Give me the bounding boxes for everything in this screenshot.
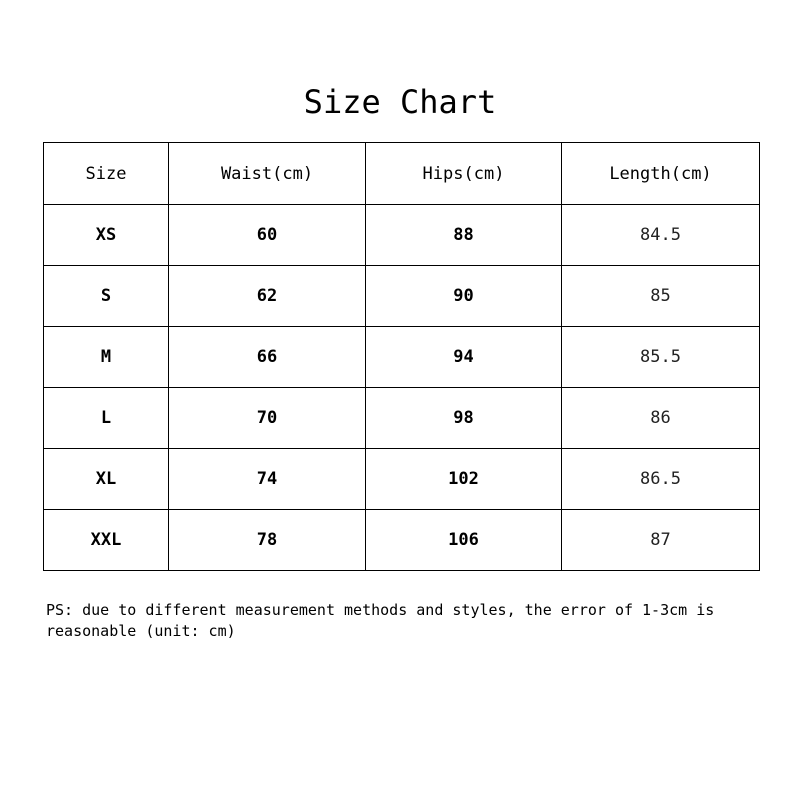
cell-size: L xyxy=(44,388,169,449)
table-row xyxy=(44,205,760,266)
table-row xyxy=(44,449,760,510)
cell-length: 85 xyxy=(562,266,760,327)
cell-hips: 94 xyxy=(366,327,562,388)
cell-waist: 74 xyxy=(169,449,366,510)
cell-waist: 70 xyxy=(169,388,366,449)
cell-waist: 78 xyxy=(169,510,366,571)
cell-size: XS xyxy=(44,205,169,266)
cell-waist: 66 xyxy=(169,327,366,388)
cell-hips: 106 xyxy=(366,510,562,571)
cell-hips: 88 xyxy=(366,205,562,266)
cell-size: S xyxy=(44,266,169,327)
cell-waist: 62 xyxy=(169,266,366,327)
header-length: Length(cm) xyxy=(562,143,760,205)
page-title: Size Chart xyxy=(303,83,497,121)
cell-hips: 90 xyxy=(366,266,562,327)
cell-length: 87 xyxy=(562,510,760,571)
cell-size: XL xyxy=(44,449,169,510)
header-hips: Hips(cm) xyxy=(366,143,562,205)
size-chart-table xyxy=(43,142,760,571)
cell-hips: 102 xyxy=(366,449,562,510)
cell-length: 86 xyxy=(562,388,760,449)
cell-size: XXL xyxy=(44,510,169,571)
cell-size: M xyxy=(44,327,169,388)
table-header-row xyxy=(44,143,760,205)
table-row xyxy=(44,510,760,571)
table-row xyxy=(44,266,760,327)
cell-length: 84.5 xyxy=(562,205,760,266)
measurement-note: PS: due to different measurement methods and styles, the error of 1-3cm is reasonable (unit: cm) xyxy=(46,601,715,640)
cell-length: 85.5 xyxy=(562,327,760,388)
cell-hips: 98 xyxy=(366,388,562,449)
table-row xyxy=(44,327,760,388)
header-waist: Waist(cm) xyxy=(169,143,366,205)
cell-waist: 60 xyxy=(169,205,366,266)
header-size: Size xyxy=(44,143,169,205)
cell-length: 86.5 xyxy=(562,449,760,510)
table-row xyxy=(44,388,760,449)
